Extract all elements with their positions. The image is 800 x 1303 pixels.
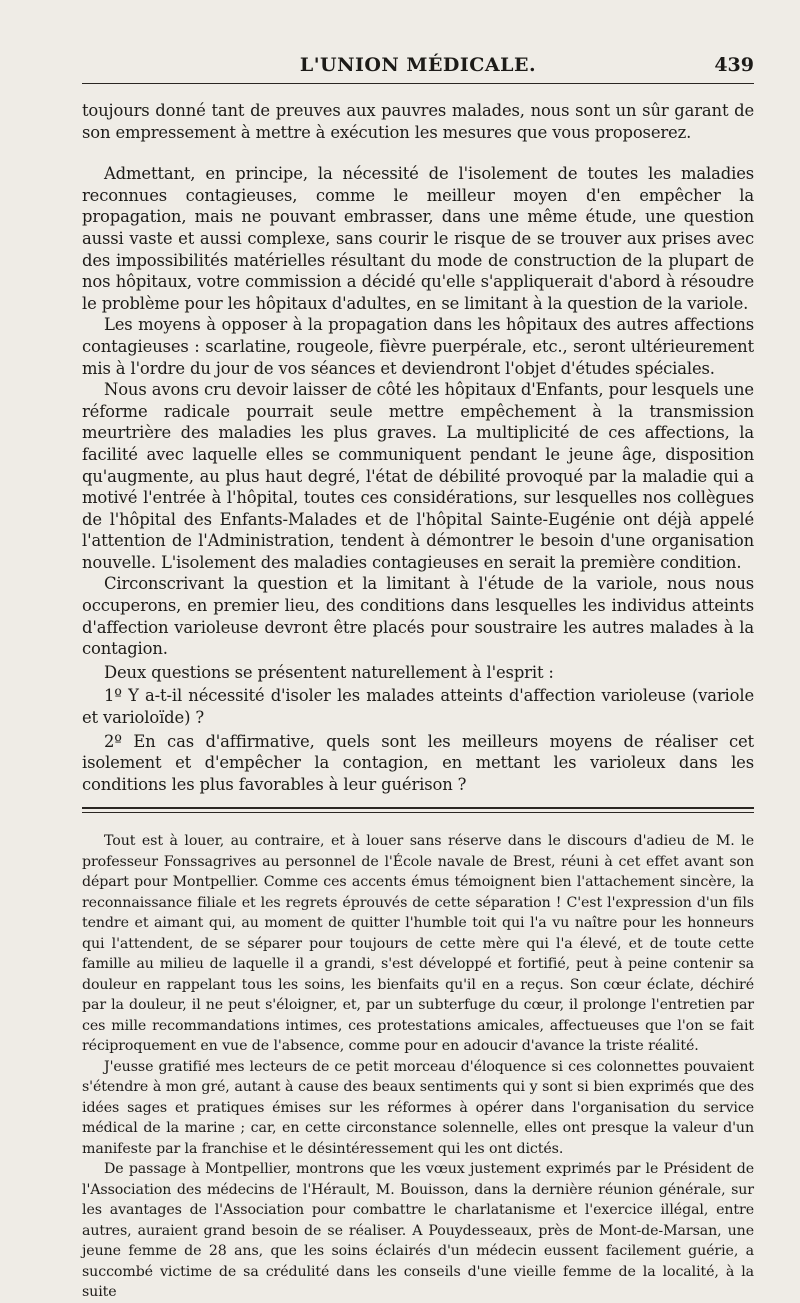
paragraph: toujours donné tant de preuves aux pauvres malades, nous sont un sûr garant de son empressement à mettre à exécution les mesures que vous proposerez. bbox=[82, 101, 754, 142]
paragraph: Deux questions se présentent naturellement à l'esprit : bbox=[104, 662, 554, 682]
paragraph: Circonscrivant la question et la limitant à l'étude de la variole, nous nous occuperons, en premier lieu, des conditions dans lesquelles les individus atteints d'affection varioleuse devront être placés pour soustraire les autres malades à la contagion. bbox=[82, 574, 754, 659]
paragraph: 2º En cas d'affirmative, quels sont les meilleurs moyens de réaliser cet isolement et d'empêcher la contagion, en mettant les varioleux dans les conditions les plus favorables à leur guérison ? bbox=[82, 731, 754, 794]
page-number: 439 bbox=[714, 54, 754, 76]
running-title: L'UNION MÉDICALE. bbox=[299, 54, 537, 76]
paragraph: Nous avons cru devoir laisser de côté les hôpitaux d'Enfants, pour lesquels une réforme radicale pourrait seule mettre empêchement à la transmission meurtrière des maladies les plus graves. La multiplicité de ces affections, la facilité avec laquelle elles se communiquent pendant le jeune âge, disposition qu'augmente, au plus haut degré, l'état de débilité provoqué par la maladie qui a motivé l'entrée à l'hôpital, toutes ces considérations, sur lesquelles nos collègues de l'hôpital des Enfants-Malades et de l'hôpital Sainte-Eugénie ont déjà appelé l'attention de l'Administration, tendent à démontrer le besoin d'une organisation nouvelle. L'isolement des maladies contagieuses en serait la première condition. bbox=[82, 380, 754, 572]
feuilleton-text bbox=[82, 831, 754, 1303]
paragraph: 1º Y a-t-il nécessité d'isoler les malades atteints d'affection varioleuse (variole et varioloïde) ? bbox=[82, 686, 754, 728]
section-divider bbox=[82, 807, 754, 813]
page-header bbox=[82, 0, 754, 84]
paragraph: J'eusse gratifié mes lecteurs de ce petit morceau d'éloquence si ces colonnettes pouvaient s'étendre à mon gré, autant à cause des beaux sentiments qui y sont si bien exprimés que des idées sages et pratiques émises sur les réformes à opérer dans l'organisation du service médical de la marine ; car, en cette circonstance solennelle, elles ont presque la valeur d'un manifeste par la franchise et le désintéressement qui les ont dictés. bbox=[82, 1058, 754, 1157]
main-text bbox=[82, 100, 754, 795]
paragraph: De passage à Montpellier, montrons que les vœux justement exprimés par le Président de l'Association des médecins de l'Hérault, M. Bouisson, dans la dernière réunion générale, sur les avantages de l'Association pour combattre le charlatanisme et l'exercice illégal, entre autres, auraient grand besoin de se réaliser. A Pouydesseaux, près de Mont-de-Marsan, une jeune femme de 28 ans, que les soins éclairés d'un médecin eussent facilement guérie, a succombé victime de sa crédulité dans les conseils d'une vieille femme de la localité, à la suite bbox=[82, 1161, 754, 1301]
paragraph: Les moyens à opposer à la propagation dans les hôpitaux des autres affections contagieuses : scarlatine, rougeole, fièvre puerpérale, etc., seront ultérieurement mis à l'ordre du jour de vos séances et deviendront l'objet d'études spéciales. bbox=[82, 315, 754, 378]
paragraph: Tout est à louer, au contraire, et à louer sans réserve dans le discours d'adieu de M. le professeur Fonssagrives au personnel de l'École navale de Brest, réuni à cet effet avant son départ pour Montpellier. Comme ces accents émus témoignent bien l'attachement sincère, la reconnaissance filiale et les regrets éprouvés de cette séparation ! C'est l'expression d'un fils tendre et aimant qui, au moment de quitter l'humble toit qui l'a vu naître pour les honneurs qui l'attendent, de se séparer pour toujours de cette mère qui l'a élevé, et de toute cette famille au milieu de laquelle il a grandi, s'est développé et fortifié, peut à peine contenir sa douleur en rappelant tous les soins, les bienfaits qu'il en a reçus. Son cœur éclate, déchiré par la douleur, il ne peut s'éloigner, et, par un subterfuge du cœur, il prolonge l'entretien par ces mille recommandations intimes, ces protestations amicales, affectueuses que l'on se fait réciproquement en vue de l'absence, comme pour en adoucir d'avance la triste réalité. bbox=[82, 833, 754, 1055]
header-rule bbox=[82, 83, 754, 84]
paragraph: Admettant, en principe, la nécessité de l'isolement de toutes les maladies reconnues contagieuses, comme le meilleur moyen d'en empêcher la propagation, mais ne pouvant embrasser, dans une même étude, une question aussi vaste et aussi complexe, sans courir le risque de se trouver aux prises avec des impossibilités matérielles résultant du mode de construction de la plupart de nos hôpitaux, votre commission a décidé qu'elle s'appliquerait d'abord à résoudre le problème pour les hôpitaux d'adultes, en se limitant à la question de la variole. bbox=[82, 164, 754, 313]
